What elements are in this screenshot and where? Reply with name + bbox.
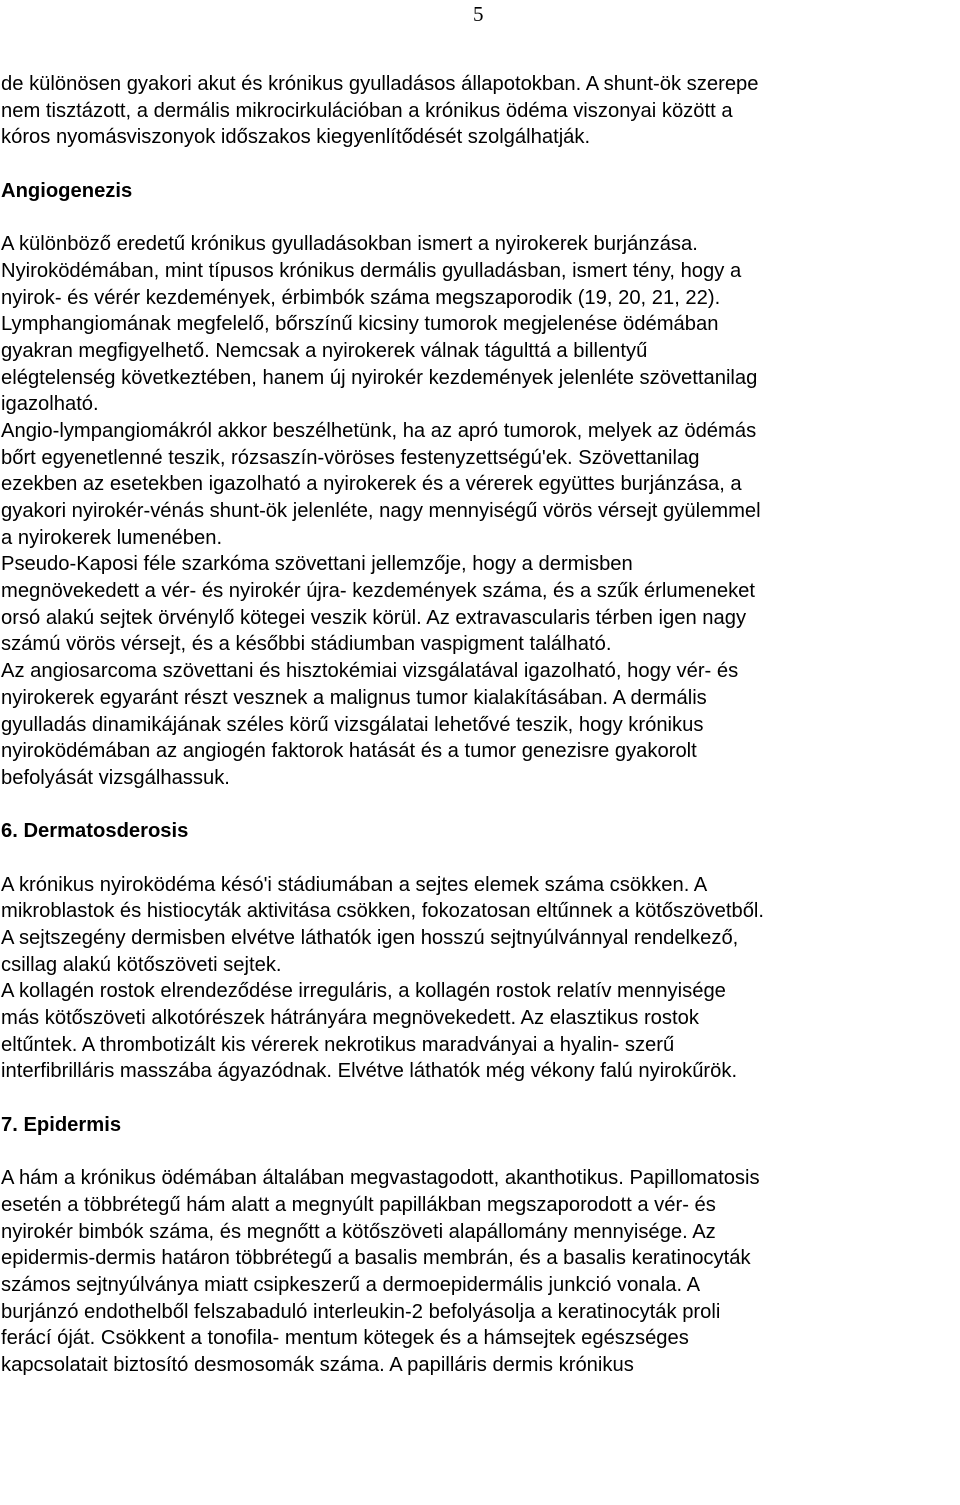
text-line: gyakran megfigyelhető. Nemcsak a nyirokerek válnak tágulttá a billentyű [1,339,648,362]
section-heading: 7. Epidermis [1,1113,122,1136]
text-line: mikroblastok és histiocyták aktivitása csökken, fokozatosan eltűnnek a kötőszövetből. [1,900,765,923]
paragraph [1,231,959,791]
paragraph-gap [1,204,959,231]
text-line: számú vörös vérsejt, és a későbbi stádiumban vaspigment található. [1,633,612,656]
text-line: Nyiroködémában, mint típusos krónikus dermális gyulladásban, ismert tény, hogy a [1,259,742,282]
text-line: kóros nyomásviszonyok időszakos kiegyenlítődését szolgálhatják. [1,126,591,149]
text-line: A krónikus nyiroködéma késó'i stádiumában a sejtes elemek száma csökken. A [1,873,708,896]
text-line: eltűntek. A thrombotizált kis vérerek nekrotikus maradványai a hyalin- szerű [1,1033,675,1056]
text-line: gyulladás dinamikájának széles körű vizsgálatai lehetővé teszik, hogy krónikus [1,713,704,736]
text-line: nem tisztázott, a dermális mikrocirkulációban a krónikus ödéma viszonyai között a [1,99,733,122]
text-line: orsó alakú sejtek örvénylő kötegei veszik körül. Az extravascularis térben igen nagy [1,606,747,629]
page-number: 5 [473,2,484,26]
text-line: számos sejtnyúlványa miatt csipkeszerű a dermoepidermális junkció vonala. A [1,1273,701,1296]
text-line: más kötőszöveti alkotórészek hátrányára megnövekedett. Az elasztikus rostok [1,1007,699,1030]
text-line: csillag alakú kötőszöveti sejtek. [1,953,282,976]
text-line: Lymphangiomának megfelelő, bőrszínű kicsiny tumorok megjelenése ödémában [1,313,719,336]
text-line: kapcsolatait biztosító desmosomák száma. A papilláris dermis krónikus [1,1354,634,1376]
text-line: de különösen gyakori akut és krónikus gyulladásos állapotokban. A shunt-ök szerepe [1,73,759,95]
text-line: A sejtszegény dermisben elvétve láthatók igen hosszú sejtnyúlvánnyal rendelkező, [1,927,739,949]
section-heading: Angiogenezis [1,179,133,202]
text-line: ezekben az esetekben igazolható a nyirokerek és a vérerek együttes burjánzása, a [1,473,742,496]
paragraph-gap [1,151,959,178]
paragraph-gap [1,1085,959,1112]
text-line: megnövekedett a vér- és nyirokér újra- kezdemények száma, és a szűk érlumeneket [1,580,756,603]
text-line: a nyirokerek lumenében. [1,526,223,549]
text-line: A különböző eredetű krónikus gyulladásokban ismert a nyirokerek burjánzása. [1,233,698,256]
section-heading: 6. Dermatosderosis [1,820,189,843]
text-line: epidermis-dermis határon többrétegű a basalis membrán, és a basalis keratinocyták [1,1247,751,1270]
paragraph-gap [1,1139,959,1166]
text-line: gyakori nyirokér-vénás shunt-ök jelenléte, nagy mennyiségű vörös vérsejt gyülemmel [1,500,761,522]
paragraph-gap [1,845,959,872]
text-line: nyiroködémában az angiogén faktorok hatását és a tumor genezisre gyakorolt [1,740,697,763]
text-line: interfibrilláris masszába ágyazódnak. Elvétve láthatók még vékony falú nyirokűrök. [1,1060,738,1083]
text-line: A hám a krónikus ödémában általában megvastagodott, akanthotikus. Papillomatosis [1,1167,760,1190]
text-line: Pseudo-Kaposi féle szarkóma szövettani jellemzője, hogy a dermisben [1,553,633,576]
text-line: befolyását vizsgálhassuk. [1,766,230,789]
text-line: elégtelenség következtében, hanem új nyirokér kezdemények jelenléte szövettanilag [1,366,758,389]
text-line: Az angiosarcoma szövettani és hisztokémiai vizsgálatával igazolható, hogy vér- és [1,660,739,683]
text-line: nyirokerek egyaránt részt vesznek a malignus tumor kialakításában. A dermális [1,686,707,709]
text-line: bőrt egyenetlenné teszik, rózsaszín-vöröses festenyzettségú'ek. Szövettanilag [1,446,700,469]
text-line: esetén a többrétegű hám alatt a megnyúlt papillákban megszaporodott a vér- és [1,1193,716,1216]
text-line: igazolható. [1,393,99,416]
text-line: nyirokér bimbók száma, és megnőtt a kötőszöveti alapállomány mennyisége. Az [1,1220,716,1243]
text-line: Angio-lympangiomákról akkor beszélhetünk, ha az apró tumorok, melyek az ödémás [1,419,757,442]
paragraph [1,872,959,1086]
text-line: burjánzó endothelből felszabaduló interleukin-2 befolyásolja a keratinocyták proli [1,1300,721,1323]
paragraph-gap [1,792,959,819]
document-body [1,71,959,1379]
text-line: nyirok- és vérér kezdemények, érbimbók száma megszaporodik (19, 20, 21, 22). [1,286,721,309]
text-line: A kollagén rostok elrendeződése irreguláris, a kollagén rostok relatív mennyisége [1,980,726,1003]
text-line: ferácí óját. Csökkent a tonofila- mentum kötegek és a hámsejtek egészséges [1,1327,689,1350]
paragraph [1,71,959,151]
paragraph [1,1165,959,1379]
